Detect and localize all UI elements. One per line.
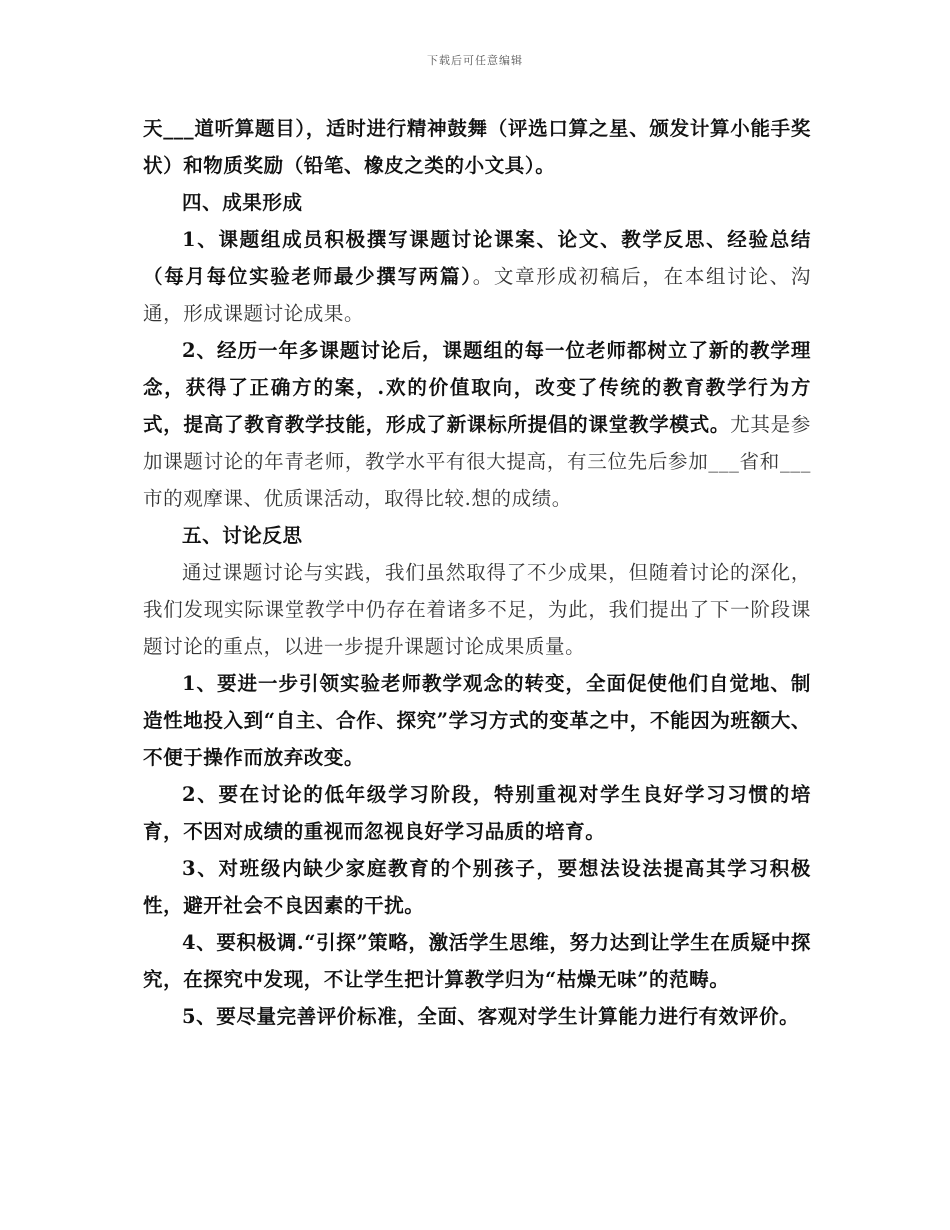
page-header: 下载后可任意编辑 [427, 54, 523, 67]
results-item-1-bold: 1、课题组成员积极撰写课题讨论课案、论文、教学反思、经验总结（每月每位实验老师最少撰写两篇） [143, 228, 811, 288]
reflection-item-1: 1、要进一步引领实验老师教学观念的转变，全面促使他们自觉地、制造性地投入到“自主、合作、探究”学习方式的变革之中，不能因为班额大、不便于操作而放弃改变。 [143, 672, 811, 769]
results-item-2-normal: 尤其是参加课题讨论的年青老师，教学水平有很大提高，有三位先后参加___省和___市的观摩课、优质课活动，取得比较.想的成绩。 [143, 413, 811, 510]
reflection-item-5: 5、要尽量完善评价标准，全面、客观对学生计算能力进行有效评价。 [182, 1005, 800, 1028]
reflection-item-4: 4、要积极调.“引探”策略，激活学生思维，努力达到让学生在质疑中探究，在探究中发现，不让学生把计算教学归为“枯燥无味”的范畴。 [143, 931, 811, 991]
results-item-2 [143, 332, 811, 517]
reflection-intro: 通过课题讨论与实践，我们虽然取得了不少成果，但随着讨论的深化，我们发现实际课堂教学中仍存在着诸多不足，为此，我们提出了下一阶段课题讨论的重点，以进一步提升课题讨论成果质量。 [143, 561, 811, 658]
section-heading-results: 四、成果形成 [182, 191, 303, 214]
results-item-2-bold: 2、经历一年多课题讨论后，课题组的每一位老师都树立了新的教学理念，获得了正确方的案，.欢的价值取向，改变了传统的教育教学行为方式，提高了教育教学技能，形成了新课标所提倡的课堂教学模式。 [143, 339, 811, 436]
section-heading-reflection: 五、讨论反思 [182, 524, 303, 547]
reflection-item-2: 2、要在讨论的低年级学习阶段，特别重视对学生良好学习习惯的培育，不因对成绩的重视而忽视良好学习品质的培育。 [143, 783, 811, 843]
results-item-1-normal: 。文章形成初稿后，在本组讨论、沟通，形成课题讨论成果。 [143, 265, 811, 325]
reflection-item-3: 3、对班级内缺少家庭教育的个别孩子，要想法设法提高其学习积极性，避开社会不良因素的干扰。 [143, 857, 811, 917]
document-body [143, 110, 811, 1035]
continued-paragraph: 天___道听算题目），适时进行精神鼓舞（评选口算之星、颁发计算小能手奖状）和物质奖励（铅笔、橡皮之类的小文具）。 [143, 117, 811, 177]
results-item-1 [143, 221, 811, 332]
